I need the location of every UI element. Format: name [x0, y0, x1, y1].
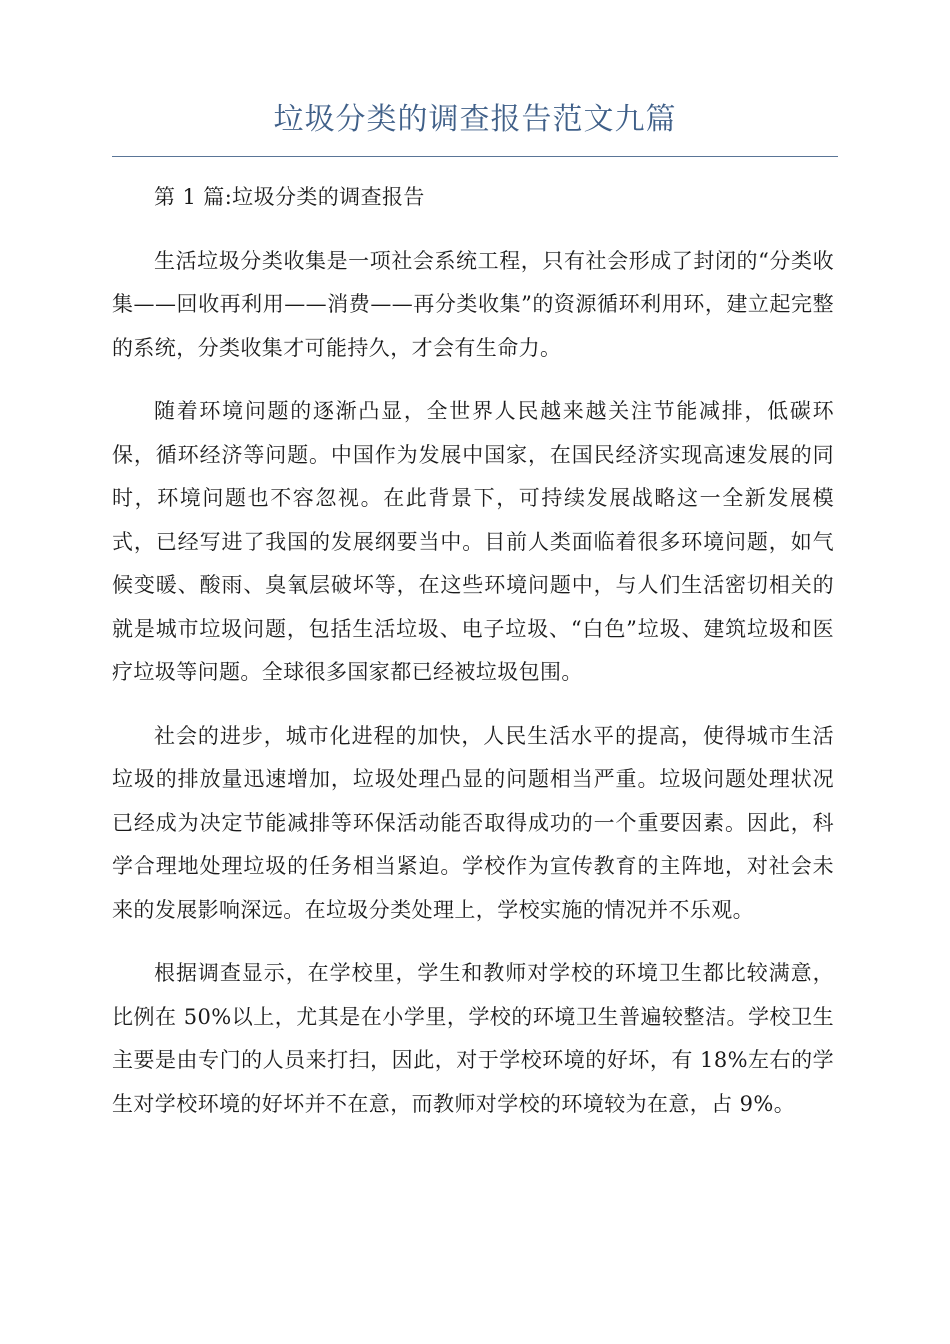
paragraph: 根据调查显示，在学校里，学生和教师对学校的环境卫生都比较满意，比例在 50%以上，尤其是在小学里，学校的环境卫生普遍较整洁。学校卫生主要是由专门的人员来打扫，因此，对于学校环境的好坏，有 18%左右的学生对学校环境的好坏并不在意，而教师对学校的环境较为在意，占 9%。: [112, 961, 834, 1116]
paragraph-gap: [112, 932, 834, 952]
document-body: [112, 176, 834, 1126]
paragraph-gap: [112, 695, 834, 715]
section-heading: 第 1 篇:垃圾分类的调查报告: [154, 185, 425, 209]
document-title: 垃圾分类的调查报告范文九篇: [273, 102, 677, 137]
paragraph-gap: [112, 220, 834, 240]
title-divider: [112, 156, 838, 157]
paragraph: 生活垃圾分类收集是一项社会系统工程，只有社会形成了封闭的“分类收集——回收再利用——消费——再分类收集”的资源循环利用环，建立起完整的系统，分类收集才可能持久，才会有生命力。: [112, 248, 834, 360]
paragraph: 随着环境问题的逐渐凸显，全世界人民越来越关注节能减排，低碳环保，循环经济等问题。中国作为发展中国家，在国民经济实现高速发展的同时，环境问题也不容忽视。在此背景下，可持续发展战略这一全新发展模式，已经写进了我国的发展纲要当中。目前人类面临着很多环境问题，如气候变暖、酸雨、臭氧层破坏等，在这些环境问题中，与人们生活密切相关的就是城市垃圾问题，包括生活垃圾、电子垃圾、“白色”垃圾、建筑垃圾和医疗垃圾等问题。全球很多国家都已经被垃圾包围。: [112, 399, 834, 684]
paragraph: 社会的进步，城市化进程的加快，人民生活水平的提高，使得城市生活垃圾的排放量迅速增加，垃圾处理凸显的问题相当严重。垃圾问题处理状况已经成为决定节能减排等环保活动能否取得成功的一个重要因素。因此，科学合理地处理垃圾的任务相当紧迫。学校作为宣传教育的主阵地，对社会未来的发展影响深远。在垃圾分类处理上，学校实施的情况并不乐观。: [112, 723, 834, 922]
paragraph-gap: [112, 370, 834, 390]
